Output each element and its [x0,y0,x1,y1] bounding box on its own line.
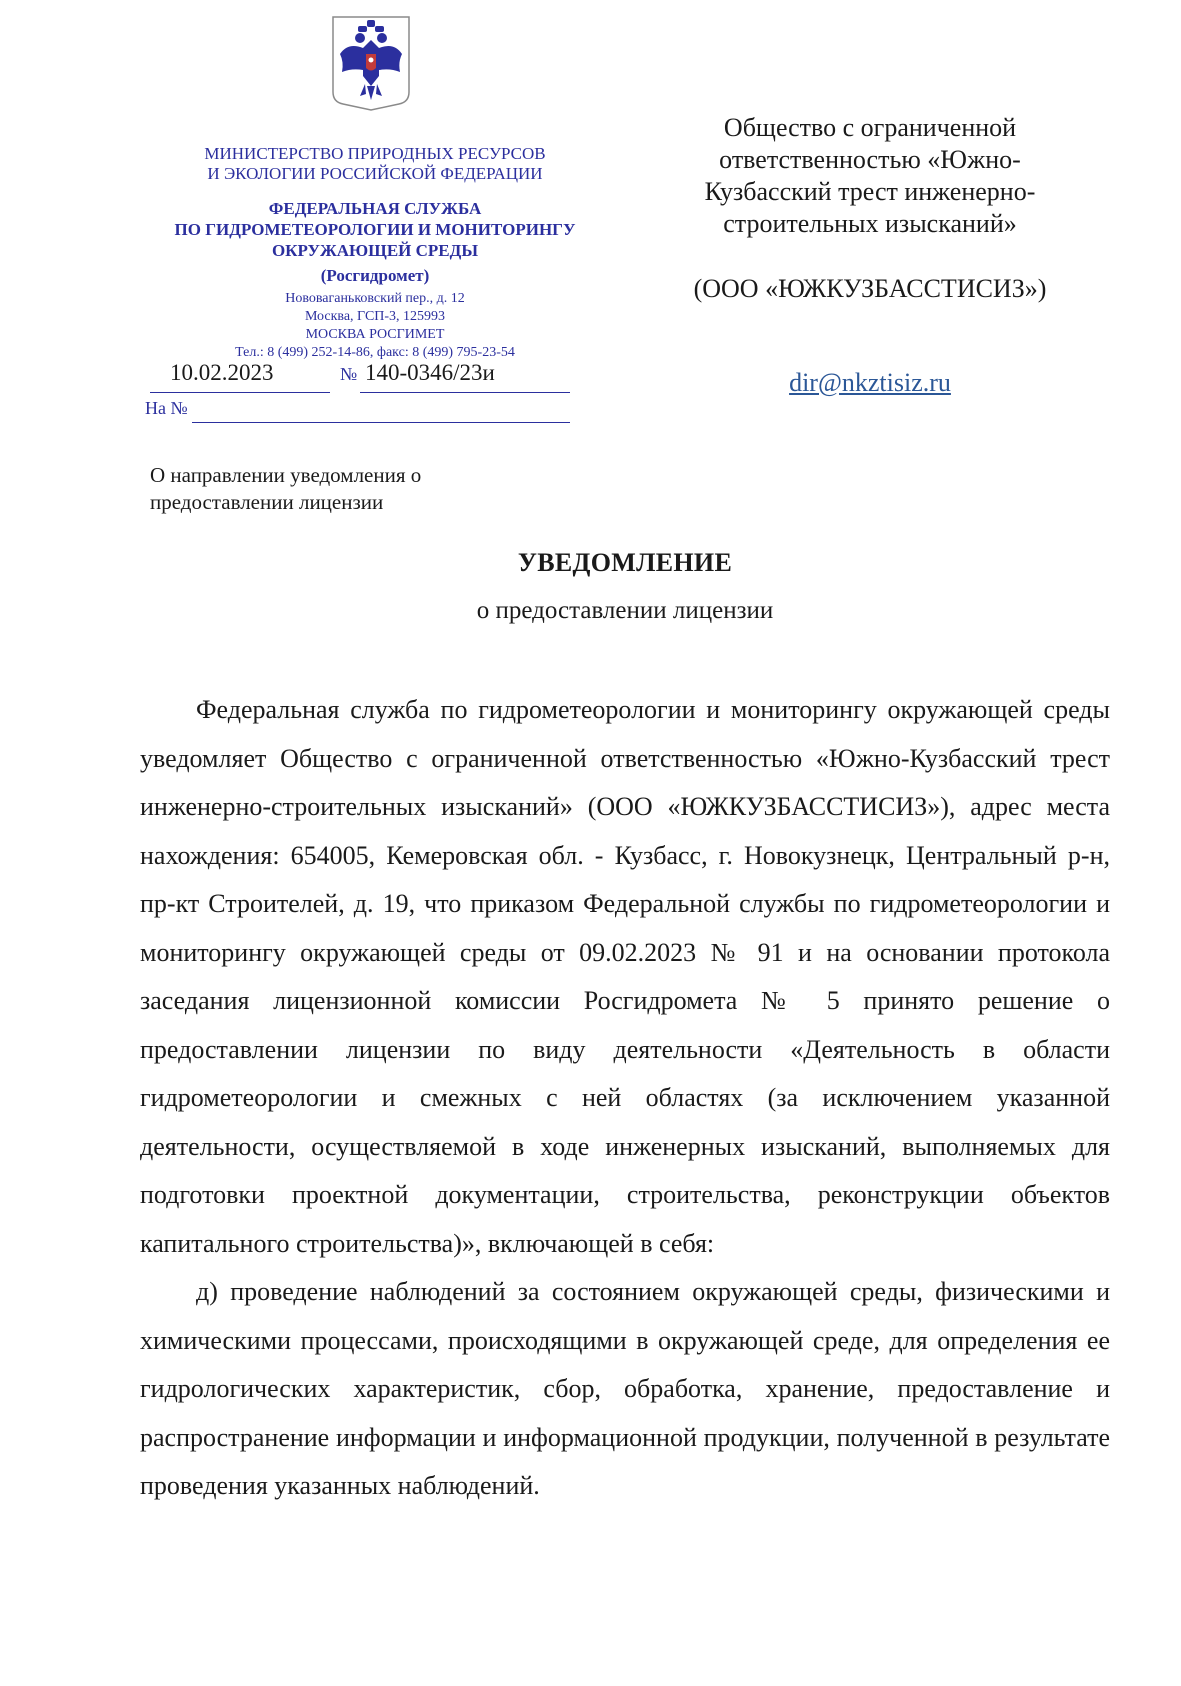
addressee-line: Общество с ограниченной [723,113,1017,142]
date-underline [150,392,330,393]
document-subtitle: о предоставлении лицензии [476,597,774,624]
addressee-line: ответственностью «Южно- [719,145,1021,174]
ministry-line: МИНИСТЕРСТВО ПРИРОДНЫХ РЕСУРСОВ [204,144,546,163]
coat-of-arms-icon [330,14,412,112]
service-line: ОКРУЖАЮЩЕЙ СРЕДЫ [271,241,479,260]
addressee-block [660,112,1080,240]
letter-subject [150,462,570,516]
subject-line: предоставлении лицензии [150,490,384,514]
body-paragraph: Федеральная служба по гидрометеорологии и мониторингу окружающей среды уведомляет Общество с ограниченной ответственностью «Южно-Кузбасский трест инженерно-строительных изысканий» (ООО «ЮЖКУЗБАССТИСИЗ»), адрес места нахождения: 654005, Кемеровская обл. - Кузбасс, г. Новокузнецк, Центральный р-н, пр-кт Строителей, д. 19, что приказом Федеральной службы по гидрометеорологии и мониторингу окружающей среды от 09.02.2023 № 91 и на основании протокола заседания лицензионной комиссии Росгидромета № 5 принято решение о предоставлении лицензии по виду деятельности «Деятельность в области гидрометеорологии и смежных с ней областях (за исключением указанной деятельности, осуществляемой в ходе инженерных изысканий, выполняемых для подготовки проектной документации, строительства, реконструкции объектов капитального строительства)», включающей в себя: [140,695,1110,1258]
sender-address [150,290,600,362]
addressee-email-link[interactable]: dir@nkztisiz.ru [789,368,951,397]
address-line: Нововаганьковский пер., д. 12 [285,291,465,306]
reply-to-label: На № [145,398,188,418]
address-line: Москва, ГСП-3, 125993 [304,309,446,324]
addressee-line: строительных изысканий» [723,209,1017,238]
addressee-abbreviation: (ООО «ЮЖКУЗБАССТИСИЗ») [693,274,1047,303]
contact-phones: Тел.: 8 (499) 252-14-86, факс: 8 (499) 795-23-54 [235,345,515,360]
registration-date: 10.02.2023 [170,360,274,385]
reply-to-underline [192,422,570,423]
service-line: ФЕДЕРАЛЬНАЯ СЛУЖБА [268,199,482,218]
subject-line: О направлении уведомления о [150,463,422,487]
document-title: УВЕДОМЛЕНИЕ [517,548,733,577]
number-underline [360,392,570,393]
document-body [140,686,1110,1511]
number-label: № [340,364,358,384]
service-short-name: (Росгидромет) [320,266,430,285]
service-name [140,198,610,286]
registration-number: 140-0346/23и [365,360,495,385]
addressee-line: Кузбасский трест инженерно- [704,177,1036,206]
ministry-line: И ЭКОЛОГИИ РОССИЙСКОЙ ФЕДЕРАЦИИ [207,164,543,183]
body-paragraph: д) проведение наблюдений за состоянием окружающей среды, физическими и химическими процессами, происходящими в окружающей среде, для определения ее гидрологических характеристик, сбор, обработка, хранение, предоставление и распространение информации и информационной продукции, полученной в результате проведения указанных наблюдений. [140,1277,1110,1500]
service-line: ПО ГИДРОМЕТЕОРОЛОГИИ И МОНИТОРИНГУ [174,220,576,239]
address-line: МОСКВА РОСГИМЕТ [305,327,445,342]
ministry-name [150,144,600,184]
